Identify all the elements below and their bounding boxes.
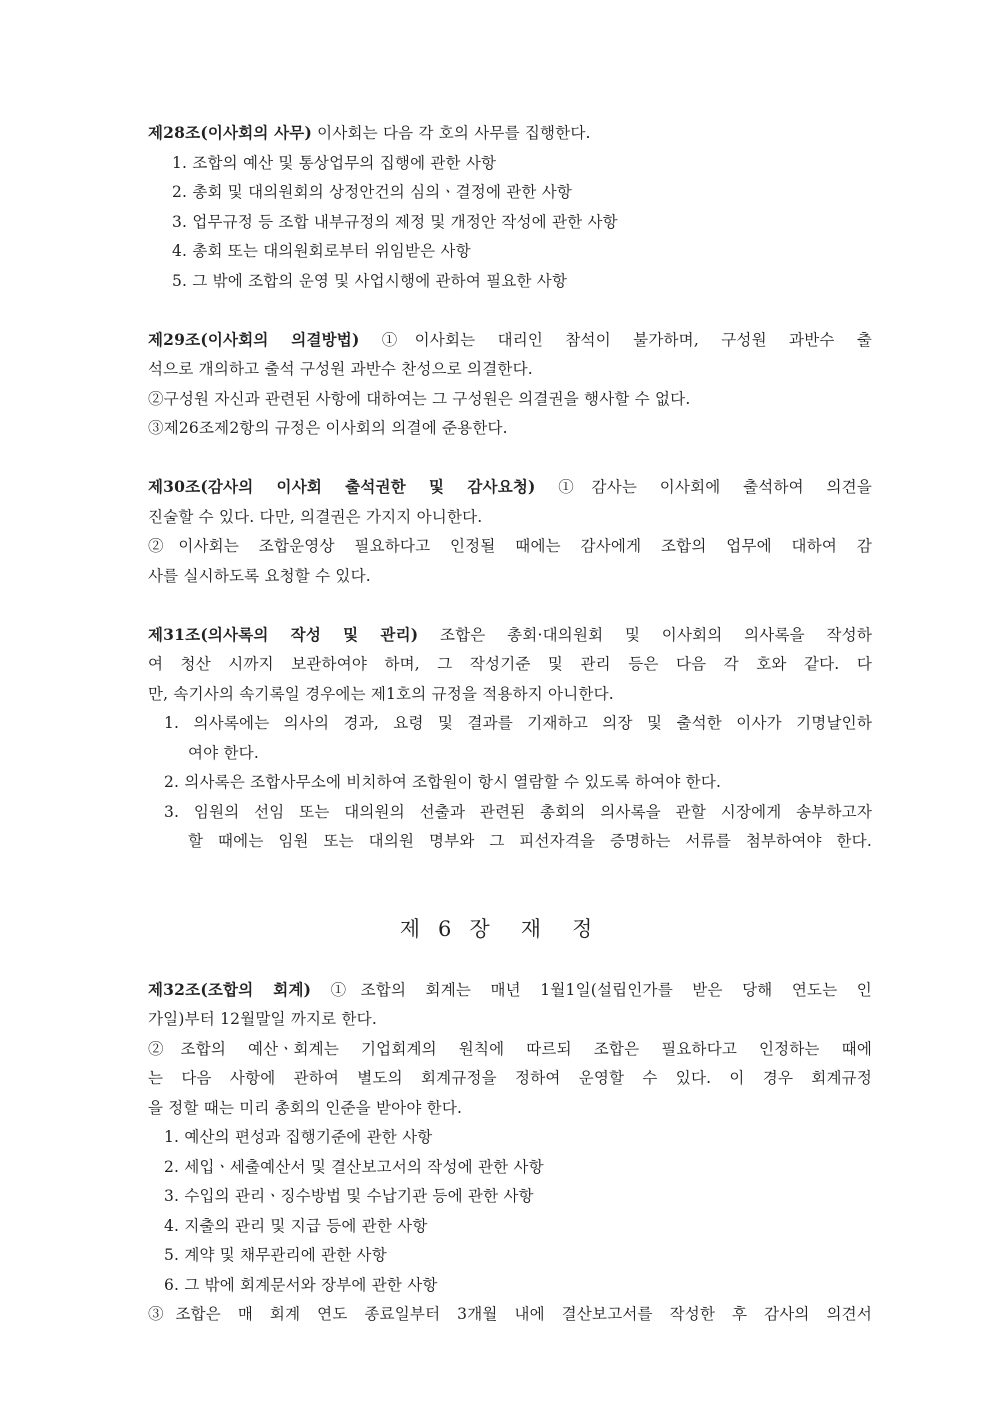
article-31-title: 제31조(의사록의 작성 및 관리) (148, 625, 419, 644)
article-31-item: 3. 임원의 선임 또는 대의원의 선출과 관련된 총회의 의사록을 관할 시장에게 송부하고자 (164, 803, 872, 821)
article-28-item: 2. 총회 및 대의원회의 상정안건의 심의ㆍ결정에 관한 사항 (172, 183, 573, 201)
chapter-char: 제 (399, 917, 421, 941)
article-31-item-cont: 할 때에는 임원 또는 대의원 명부와 그 피선자격을 증명하는 서류를 첨부하여야 한다. (188, 832, 872, 850)
article-28-item: 1. 조합의 예산 및 통상업무의 집행에 관한 사항 (172, 154, 497, 172)
article-32-line: ②조합의 예산ㆍ회계는 기업회계의 원칙에 따르되 조합은 필요하다고 인정하는 때에 (148, 1040, 872, 1058)
article-28-item: 5. 그 밖에 조합의 운영 및 사업시행에 관하여 필요한 사항 (172, 272, 568, 290)
article-28-item: 3. 업무규정 등 조합 내부규정의 제정 및 개정안 작성에 관한 사항 (172, 213, 618, 231)
chapter-char: 정 (571, 917, 593, 941)
article-29-line: ③제26조제2항의 규정은 이사회의 의결에 준용한다. (148, 419, 508, 437)
chapter-char: 재 (520, 917, 541, 941)
article-32-line: 가일)부터 12월말일 까지로 한다. (148, 1010, 377, 1028)
article-30-line: ①감사는 이사회에 출석하여 의견을 (535, 478, 872, 496)
article-30-title: 제30조(감사의 이사회 출석권한 및 감사요청) (148, 477, 536, 496)
article-32-line: 을 정할 때는 미리 총회의 인준을 받아야 한다. (148, 1099, 463, 1117)
article-32-title: 제32조(조합의 회계) (148, 980, 312, 999)
article-31-line: 조합은 총회·대의원회 및 이사회의 의사록을 작성하 (418, 626, 872, 644)
article-28-item: 4. 총회 또는 대의원회로부터 위임받은 사항 (172, 242, 471, 260)
chapter-char: 장 (469, 917, 490, 941)
article-29-line: ①이사회는 대리인 참석이 불가하며, 구성원 과반수 출 (359, 331, 872, 349)
article-29-line: 석으로 개의하고 출석 구성원 과반수 찬성으로 의결한다. (148, 360, 533, 378)
article-30-line: ②이사회는 조합운영상 필요하다고 인정될 때에는 감사에게 조합의 업무에 대하여 감 (148, 537, 872, 555)
chapter-heading (0, 916, 992, 942)
article-30-heading (148, 477, 872, 497)
article-31-item: 1. 의사록에는 의사의 경과, 요령 및 결과를 기재하고 의장 및 출석한 이사가 기명날인하 (164, 714, 872, 732)
article-31-heading (148, 625, 872, 645)
article-32-heading (148, 980, 872, 1000)
article-31-line: 만, 속기사의 속기록일 경우에는 제1호의 규정을 적용하지 아니한다. (148, 685, 614, 703)
article-32-item: 5. 계약 및 채무관리에 관한 사항 (164, 1246, 387, 1264)
article-31-item: 2. 의사록은 조합사무소에 비치하여 조합원이 항시 열람할 수 있도록 하여야 한다. (164, 773, 722, 791)
article-32-item: 4. 지출의 관리 및 지급 등에 관한 사항 (164, 1217, 428, 1235)
article-32-item: 1. 예산의 편성과 집행기준에 관한 사항 (164, 1128, 433, 1146)
chapter-number: 6 (438, 917, 452, 941)
article-31-item-cont: 여야 한다. (188, 744, 259, 762)
article-32-item: 2. 세입ㆍ세출예산서 및 결산보고서의 작성에 관한 사항 (164, 1158, 544, 1176)
article-28-title: 제28조(이사회의 사무) (148, 123, 313, 142)
article-32-line: 는 다음 사항에 관하여 별도의 회계규정을 정하여 운영할 수 있다. 이 경우 회계규정 (148, 1069, 872, 1087)
article-29-line: ②구성원 자신과 관련된 사항에 대하여는 그 구성원은 의결권을 행사할 수 없다. (148, 390, 691, 408)
article-30-line: 진술할 수 있다. 다만, 의결권은 가지지 아니한다. (148, 508, 483, 526)
article-32-line: ①조합의 회계는 매년 1월1일(설립인가를 받은 당해 연도는 인 (311, 981, 872, 999)
article-28-intro: 이사회는 다음 각 호의 사무를 집행한다. (312, 124, 591, 142)
article-29-heading (148, 330, 872, 350)
article-32-line: ③조합은 매 회계 연도 종료일부터 3개월 내에 결산보고서를 작성한 후 감사의 의견서 (148, 1305, 872, 1323)
article-32-item: 3. 수입의 관리ㆍ징수방법 및 수납기관 등에 관한 사항 (164, 1187, 534, 1205)
article-28-heading (148, 123, 591, 143)
article-32-item: 6. 그 밖에 회계문서와 장부에 관한 사항 (164, 1276, 438, 1294)
article-31-line: 여 청산 시까지 보관하여야 하며, 그 작성기준 및 관리 등은 다음 각 호와 같다. 다 (148, 655, 872, 673)
article-29-title: 제29조(이사회의 의결방법) (148, 330, 360, 349)
article-30-line: 사를 실시하도록 요청할 수 있다. (148, 567, 371, 585)
